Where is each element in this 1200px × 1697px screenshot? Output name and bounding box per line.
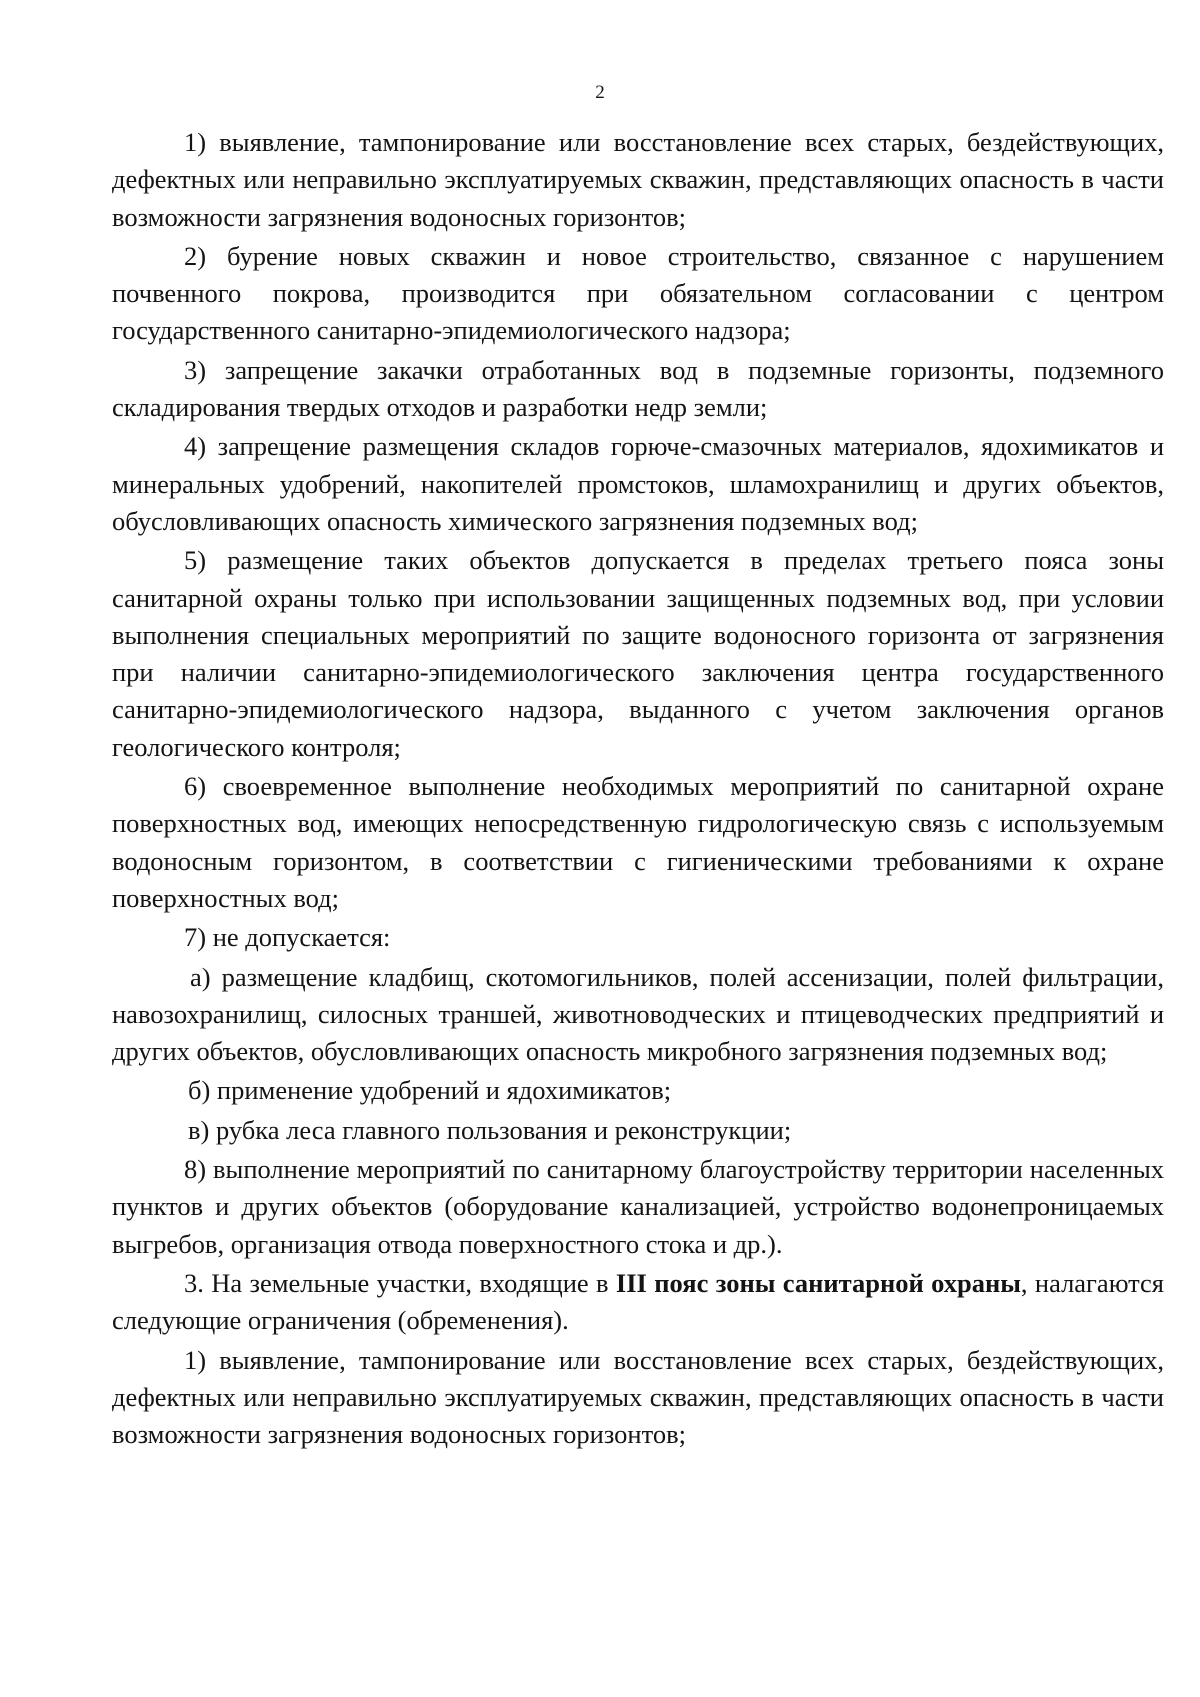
page-number: 2 xyxy=(595,82,605,103)
section-3-heading xyxy=(112,1265,1164,1340)
paragraph-item-2: 2) бурение новых скважин и новое строительство, связанное с нарушением почвенного покрова, производится при обязательном согласовании с центром государственного санитарно-эпидемиологического надзора; xyxy=(112,240,1164,346)
paragraph-item-7: 7) не допускается: xyxy=(184,922,391,953)
paragraph-item-4: 4) запрещение размещения складов горюче-смазочных материалов, ядохимикатов и минеральных удобрений, накопителей промстоков, шламохранилищ и других объектов, обусловливающих опасность химического загрязнения подземных вод; xyxy=(112,431,1164,536)
section-3-bold-term: III пояс зоны санитарной охраны xyxy=(615,1267,1021,1298)
paragraph-item-5: 5) размещение таких объектов допускается в пределах третьего пояса зоны санитарной охраны только при использовании защищенных подземных вод, при условии выполнения специальных мероприятий по защите водоносного горизонта от загрязнения при наличии санитарно-эпидемиологического заключения центра государственного санитарно-эпидемиологического надзора, выданного с учетом заключения органов геологического контроля; xyxy=(112,545,1164,762)
paragraph-item-8: 8) выполнение мероприятий по санитарному благоустройству территории населенных пунктов и других объектов (оборудование канализацией, устройство водонепроницаемых выгребов, организация отвода поверхностного стока и др.). xyxy=(112,1154,1164,1259)
section-3-prefix: 3. На земельные участки, входящие в xyxy=(184,1267,616,1298)
paragraph-item-1: 1) выявление, тампонирование или восстановление всех старых, бездействующих, дефектных или неправильно эксплуатируемых скважин, представляющих опасность в части возможности загрязнения водоносных горизонтов; xyxy=(112,127,1164,232)
paragraph-subitem-v: в) рубка леса главного пользования и реконструкции; xyxy=(188,1114,792,1145)
paragraph-subitem-a: а) размещение кладбищ, скотомогильников, полей ассенизации, полей фильтрации, навозохранилищ, силосных траншей, животноводческих и птицеводческих предприятий и других объектов, обусловливающих опасность микробного загрязнения подземных вод; xyxy=(112,961,1164,1067)
document-body xyxy=(112,124,1164,1455)
section-3-suffix: , налагаются следующие ограничения (обременения). xyxy=(112,1267,1164,1336)
paragraph-item-3: 3) запрещение закачки отработанных вод в подземные горизонты, подземного складирования твердых отходов и разработки недр земли; xyxy=(112,354,1164,423)
paragraph-subitem-b: б) применение удобрений и ядохимикатов; xyxy=(188,1075,672,1106)
section-3-item-1: 1) выявление, тампонирование или восстановление всех старых, бездействующих, дефектных или неправильно эксплуатируемых скважин, представляющих опасность в части возможности загрязнения водоносных горизонтов; xyxy=(112,1344,1164,1450)
paragraph-item-6: 6) своевременное выполнение необходимых мероприятий по санитарной охране поверхностных вод, имеющих непосредственную гидрологическую связь с используемым водоносным горизонтом, в соответствии с гигиеническими требованиями к охране поверхностных вод; xyxy=(112,771,1164,913)
